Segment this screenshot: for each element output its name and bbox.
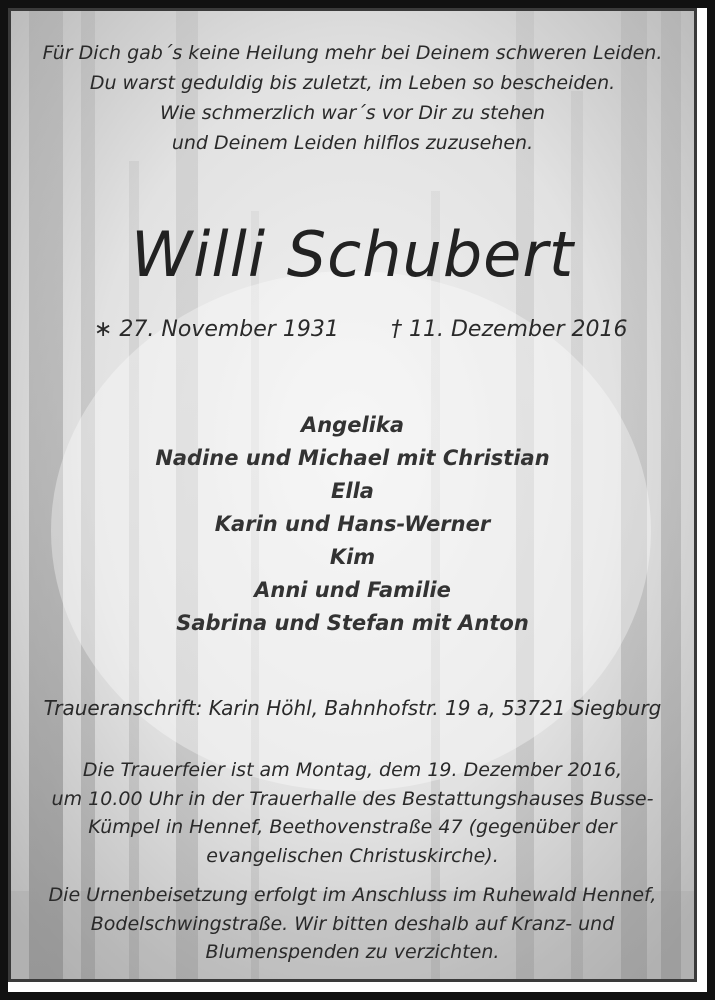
mourning-address: Traueranschrift: Karin Höhl, Bahnhofstr. 19 a, 53721 Siegburg — [43, 696, 662, 720]
urn-burial-info — [11, 881, 694, 967]
urn-line: Die Urnenbeisetzung erfolgt im Anschluss im Ruhewald Hennef, — [48, 884, 657, 906]
mourner-line: Anni und Familie — [254, 578, 451, 602]
ceremony-line: um 10.00 Uhr in der Trauerhalle des Bestattungshauses Busse- — [51, 787, 654, 810]
ceremony-line: Kümpel in Hennef, Beethovenstraße 47 (gegenüber der — [88, 816, 617, 838]
deceased-name: Willi Schubert — [130, 218, 575, 291]
mourners-list — [11, 409, 694, 640]
mourner-line: Kim — [329, 545, 376, 569]
urn-line: Blumenspenden zu verzichten. — [205, 941, 500, 963]
urn-line: Bodelschwingstraße. Wir bitten deshalb auf Kranz- und — [90, 912, 615, 935]
mourner-line: Nadine und Michael mit Christian — [155, 446, 550, 470]
ceremony-info — [11, 756, 694, 870]
notice-content — [11, 11, 694, 979]
notice-panel — [8, 8, 697, 982]
poem-line: Du warst geduldig bis zuletzt, im Leben so bescheiden. — [89, 72, 616, 94]
mourner-line: Sabrina und Stefan mit Anton — [176, 611, 529, 635]
poem-line: Für Dich gab´s keine Heilung mehr bei Deinem schweren Leiden. — [42, 42, 663, 64]
mourner-line: Angelika — [300, 413, 404, 437]
poem-line: und Deinem Leiden hilflos zuzusehen. — [171, 132, 534, 154]
ceremony-line: evangelischen Christuskirche). — [206, 844, 499, 867]
death-date: † 11. Dezember 2016 — [391, 317, 628, 342]
mourner-line: Karin und Hans-Werner — [214, 512, 491, 536]
ceremony-line: Die Trauerfeier ist am Montag, dem 19. Dezember 2016, — [82, 759, 623, 781]
birth-date: ∗ 27. November 1931 — [94, 317, 339, 342]
mourner-line: Ella — [331, 479, 374, 503]
poem-line: Wie schmerzlich war´s vor Dir zu stehen — [159, 102, 546, 124]
poem — [11, 38, 694, 158]
